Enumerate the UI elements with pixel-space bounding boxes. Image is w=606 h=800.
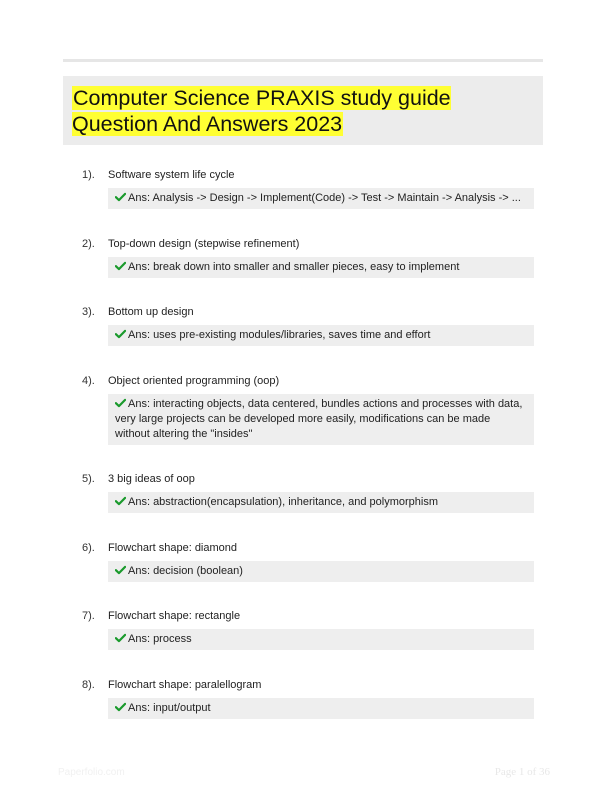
- checkmark-icon: [115, 398, 126, 408]
- qa-item: [82, 472, 534, 513]
- answer-text: Ans: break down into smaller and smaller pieces, easy to implement: [128, 261, 460, 273]
- answer-box: [108, 629, 534, 650]
- qa-item: [82, 305, 534, 346]
- answer-text: Ans: process: [128, 633, 192, 645]
- question-row: [82, 237, 534, 257]
- question-number: 4).: [82, 375, 95, 387]
- qa-item: [82, 609, 534, 650]
- question-text: Bottom up design: [108, 306, 194, 318]
- question-text: 3 big ideas of oop: [108, 473, 195, 485]
- qa-item: [82, 237, 534, 278]
- question-text: Flowchart shape: rectangle: [108, 610, 241, 622]
- question-text: Flowchart shape: paralellogram: [108, 679, 262, 691]
- checkmark-icon: [115, 702, 126, 712]
- checkmark-icon: [115, 496, 126, 506]
- answer-box: [108, 325, 534, 346]
- answer-box: [108, 698, 534, 719]
- answer-text: Ans: Analysis -> Design -> Implement(Code) -> Test -> Maintain -> Analysis -> ...: [128, 192, 521, 204]
- question-number: 8).: [82, 679, 95, 691]
- checkmark-icon: [115, 329, 126, 339]
- question-row: [82, 374, 534, 394]
- answer-box: [108, 394, 534, 445]
- question-number: 7).: [82, 610, 95, 622]
- answer-box: [108, 257, 534, 278]
- page-number: Page 1 of 36: [494, 766, 550, 778]
- qa-item: [82, 168, 534, 209]
- checkmark-icon: [115, 565, 126, 575]
- question-row: [82, 678, 534, 698]
- checkmark-icon: [115, 261, 126, 271]
- question-number: 1).: [82, 169, 95, 181]
- question-number: 5).: [82, 473, 95, 485]
- question-row: [82, 609, 534, 629]
- answer-box: [108, 188, 534, 209]
- qa-item: [82, 678, 534, 719]
- answer-text: Ans: interacting objects, data centered, bundles actions and processes with data, very large projects can be developed more easily, modifications can be made without altering the "insides": [115, 398, 523, 440]
- qa-item: [82, 374, 534, 445]
- question-text: Top-down design (stepwise refinement): [108, 238, 300, 250]
- checkmark-icon: [115, 633, 126, 643]
- question-text: Software system life cycle: [108, 169, 235, 181]
- question-text: Flowchart shape: diamond: [108, 542, 238, 554]
- question-row: [82, 168, 534, 188]
- title-block: [63, 76, 543, 145]
- question-text: Object oriented programming (oop): [108, 375, 280, 387]
- answer-text: Ans: abstraction(encapsulation), inheritance, and polymorphism: [128, 496, 438, 508]
- question-row: [82, 305, 534, 325]
- answer-text: Ans: decision (boolean): [128, 565, 243, 577]
- question-number: 2).: [82, 238, 95, 250]
- document-title-text: Computer Science PRAXIS study guide Question And Answers 2023: [72, 86, 451, 136]
- question-number: 6).: [82, 542, 95, 554]
- question-row: [82, 472, 534, 492]
- checkmark-icon: [115, 192, 126, 202]
- answer-box: [108, 561, 534, 582]
- answer-text: Ans: input/output: [128, 702, 211, 714]
- footer-watermark: Paperfolio.com: [58, 767, 125, 778]
- question-number: 3).: [82, 306, 95, 318]
- answer-text: Ans: uses pre-existing modules/libraries, saves time and effort: [128, 329, 431, 341]
- question-row: [82, 541, 534, 561]
- top-divider: [63, 59, 543, 62]
- answer-box: [108, 492, 534, 513]
- qa-item: [82, 541, 534, 582]
- document-title: [72, 85, 535, 137]
